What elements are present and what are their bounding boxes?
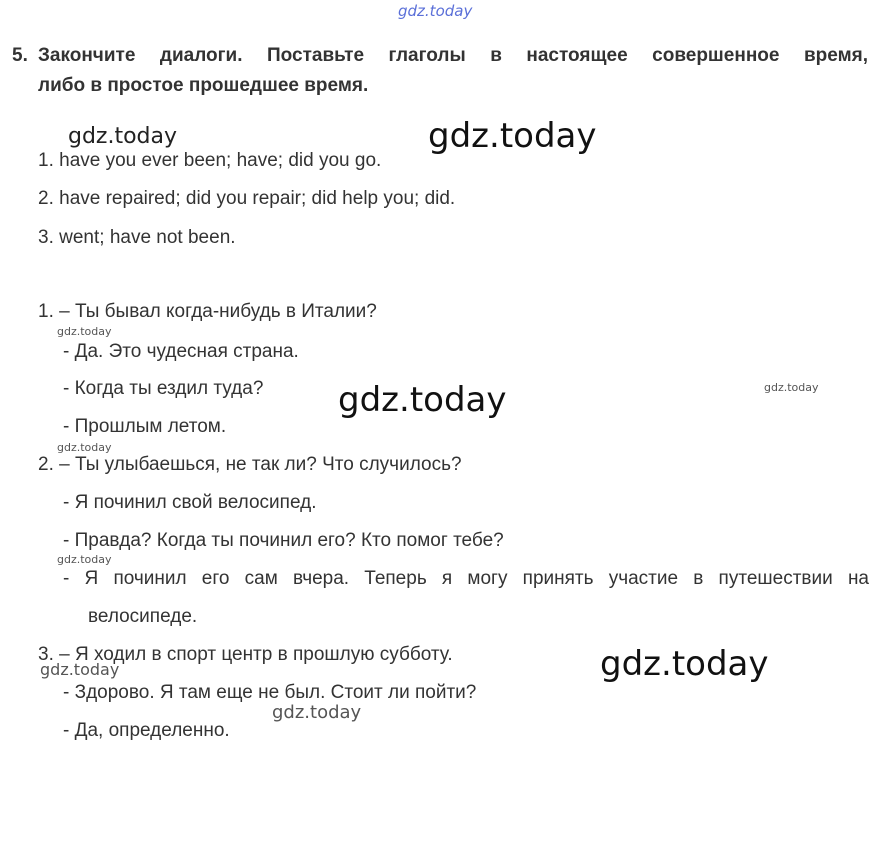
watermark: gdz.today (57, 553, 112, 566)
dialogue-line: - Прошлым летом. (63, 416, 227, 437)
watermark: gdz.today (57, 325, 112, 338)
watermark: gdz.today (428, 116, 597, 156)
watermark: gdz.today (40, 660, 120, 679)
watermark: gdz.today (600, 644, 769, 684)
watermark-top: gdz.today (398, 2, 473, 20)
dialogue-line: - Да. Это чудесная страна. (63, 341, 299, 362)
dialogue-line: - Правда? Когда ты починил его? Кто помог тебе? (63, 530, 504, 551)
dialogue-line: - Когда ты ездил туда? (63, 378, 264, 399)
dialogue-line: - Я починил свой велосипед. (63, 492, 317, 513)
dialogue-line: 1. – Ты бывал когда-нибудь в Италии? (38, 301, 377, 322)
task-instruction-line1: Закончите диалоги. Поставьте глаголы в настоящее совершенное время, (38, 45, 868, 66)
watermark: gdz.today (764, 381, 819, 394)
watermark: gdz.today (338, 380, 507, 420)
dialogue-line: - Здорово. Я там еще не был. Стоит ли пойти? (63, 682, 477, 703)
watermark: gdz.today (68, 124, 178, 149)
task-number: 5. (12, 45, 28, 66)
dialogue-line: - Я починил его сам вчера. Теперь я могу принять участие в путешествии на (63, 568, 869, 589)
dialogue-line: 2. – Ты улыбаешься, не так ли? Что случилось? (38, 454, 462, 475)
answer-line: 1. have you ever been; have; did you go. (38, 150, 382, 171)
answer-line: 2. have repaired; did you repair; did help you; did. (38, 188, 456, 209)
watermark: gdz.today (57, 441, 112, 454)
task-instruction-line2: либо в простое прошедшее время. (38, 75, 369, 96)
answer-line: 3. went; have not been. (38, 227, 236, 248)
dialogue-line: велосипеде. (88, 606, 198, 627)
watermark: gdz.today (272, 702, 362, 723)
dialogue-line: - Да, определенно. (63, 720, 230, 741)
dialogue-line: 3. – Я ходил в спорт центр в прошлую субботу. (38, 644, 453, 665)
